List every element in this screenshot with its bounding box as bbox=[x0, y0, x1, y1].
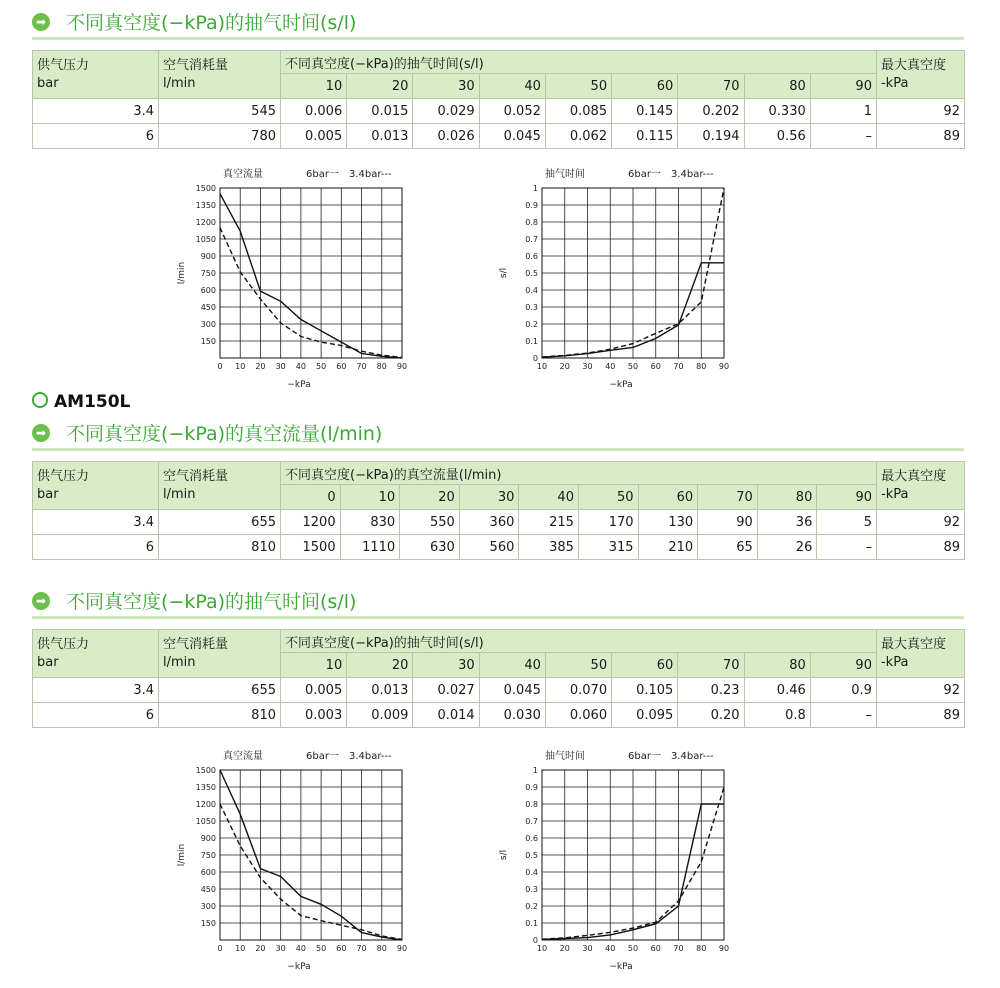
header-label: 供气压力 bbox=[37, 469, 90, 484]
cell-consumption: 810 bbox=[159, 535, 281, 560]
y-tick-label: 0.6 bbox=[525, 834, 538, 843]
x-tick-label: 50 bbox=[316, 944, 327, 953]
x-tick-label: 20 bbox=[255, 362, 266, 371]
cell-value: 0.202 bbox=[678, 99, 744, 124]
header-label: 供气压力 bbox=[37, 58, 90, 73]
cell-value: 26 bbox=[757, 535, 817, 560]
header-vacuum-level: 30 bbox=[459, 485, 519, 510]
model-name: AM150L bbox=[54, 392, 131, 412]
x-axis-label: −kPa bbox=[287, 962, 311, 972]
y-tick-label: 1050 bbox=[195, 235, 216, 244]
y-tick-label: 0.5 bbox=[525, 269, 538, 278]
header-vacuum-level: 10 bbox=[281, 74, 347, 99]
y-tick-label: 1350 bbox=[195, 783, 216, 792]
cell-value: 0.23 bbox=[678, 678, 744, 703]
cell-value: 5 bbox=[817, 510, 877, 535]
header-unit: bar bbox=[37, 655, 59, 670]
x-tick-label: 60 bbox=[650, 944, 661, 953]
x-axis-label: −kPa bbox=[609, 380, 633, 390]
cell-value: 0.045 bbox=[479, 124, 545, 149]
cell-value: 315 bbox=[578, 535, 638, 560]
header-vacuum-level: 60 bbox=[612, 653, 678, 678]
evacuation-time-chart bbox=[492, 166, 732, 396]
cell-value: 0.8 bbox=[744, 703, 810, 728]
cell-value: 90 bbox=[698, 510, 758, 535]
section-header-2 bbox=[32, 415, 964, 451]
x-tick-label: 80 bbox=[376, 944, 387, 953]
cell-value: 0.194 bbox=[678, 124, 744, 149]
header-unit: l/min bbox=[163, 76, 196, 91]
section-divider bbox=[32, 448, 964, 451]
cell-max-vacuum: 89 bbox=[876, 124, 964, 149]
chart-title: 抽气时间 bbox=[545, 751, 585, 762]
cell-value: 0.015 bbox=[347, 99, 413, 124]
section-header-3 bbox=[32, 583, 964, 619]
table-row bbox=[33, 678, 965, 703]
cell-value: 830 bbox=[340, 510, 400, 535]
y-tick-label: 0.9 bbox=[525, 783, 538, 792]
cell-value: 1500 bbox=[281, 535, 341, 560]
header-air-consumption bbox=[159, 630, 281, 678]
cell-value: 36 bbox=[757, 510, 817, 535]
cell-value: 130 bbox=[638, 510, 698, 535]
table-header-row bbox=[33, 630, 965, 653]
cell-value: 0.070 bbox=[545, 678, 611, 703]
header-vacuum-level: 80 bbox=[757, 485, 817, 510]
y-tick-label: 0.8 bbox=[525, 800, 538, 809]
x-tick-label: 20 bbox=[559, 362, 570, 371]
header-vacuum-level: 80 bbox=[744, 653, 810, 678]
header-vacuum-level: 0 bbox=[281, 485, 341, 510]
cell-value: – bbox=[810, 703, 876, 728]
section-title: 不同真空度(−kPa)的抽气时间(s/l) bbox=[66, 12, 357, 34]
x-tick-label: 40 bbox=[605, 362, 616, 371]
x-tick-label: 20 bbox=[255, 944, 266, 953]
chart-grid bbox=[220, 188, 402, 358]
cell-consumption: 655 bbox=[159, 510, 281, 535]
header-vacuum-level: 30 bbox=[413, 74, 479, 99]
series-line-34bar bbox=[220, 228, 402, 358]
y-tick-label: 0.1 bbox=[525, 919, 538, 928]
header-unit: -kPa bbox=[880, 76, 909, 91]
x-tick-label: 20 bbox=[559, 944, 570, 953]
header-vacuum-level: 40 bbox=[479, 653, 545, 678]
cell-value: 1110 bbox=[340, 535, 400, 560]
section-title: 不同真空度(−kPa)的真空流量(l/min) bbox=[66, 423, 383, 445]
y-axis-label: l/min bbox=[177, 261, 187, 285]
header-vacuum-level: 10 bbox=[281, 653, 347, 678]
vacuum-flow-chart bbox=[170, 166, 410, 396]
x-tick-label: 30 bbox=[275, 944, 286, 953]
y-tick-label: 0.7 bbox=[525, 817, 538, 826]
x-tick-label: 70 bbox=[673, 944, 684, 953]
cell-pressure: 3.4 bbox=[33, 99, 159, 124]
cell-pressure: 6 bbox=[33, 703, 159, 728]
chart-svg bbox=[170, 748, 410, 978]
cell-value: 0.013 bbox=[347, 678, 413, 703]
section-header-1 bbox=[32, 4, 964, 40]
table-row bbox=[33, 703, 965, 728]
x-tick-label: 10 bbox=[536, 362, 548, 371]
y-axis-label: s/l bbox=[499, 849, 509, 861]
cell-max-vacuum: 92 bbox=[876, 678, 964, 703]
header-vacuum-level: 20 bbox=[347, 74, 413, 99]
cell-value: 550 bbox=[400, 510, 460, 535]
cell-value: 0.9 bbox=[810, 678, 876, 703]
header-air-consumption bbox=[159, 51, 281, 99]
cell-value: 0.46 bbox=[744, 678, 810, 703]
vacuum-flow-chart bbox=[170, 748, 410, 978]
x-tick-label: 60 bbox=[650, 362, 661, 371]
y-tick-label: 1200 bbox=[195, 218, 216, 227]
x-tick-label: 0 bbox=[217, 944, 223, 953]
y-tick-label: 1 bbox=[532, 766, 538, 775]
x-tick-label: 90 bbox=[396, 362, 408, 371]
y-tick-label: 300 bbox=[200, 320, 216, 329]
header-vacuum-level: 90 bbox=[817, 485, 877, 510]
header-vacuum-level: 80 bbox=[744, 74, 810, 99]
cell-value: 385 bbox=[519, 535, 579, 560]
cell-value: 0.030 bbox=[479, 703, 545, 728]
header-vacuum-level: 70 bbox=[698, 485, 758, 510]
cell-value: 0.56 bbox=[744, 124, 810, 149]
arrow-right-circle-icon: ➡ bbox=[32, 424, 50, 442]
x-tick-label: 10 bbox=[536, 944, 548, 953]
cell-value: 0.013 bbox=[347, 124, 413, 149]
x-tick-label: 10 bbox=[235, 944, 246, 953]
cell-value: 0.115 bbox=[612, 124, 678, 149]
x-tick-label: 70 bbox=[356, 362, 367, 371]
y-tick-label: 300 bbox=[200, 902, 216, 911]
header-vacuum-level: 70 bbox=[678, 74, 744, 99]
y-axis-label: l/min bbox=[177, 843, 187, 867]
header-label: 空气消耗量 bbox=[163, 58, 229, 73]
section-divider bbox=[32, 37, 964, 40]
header-group: 不同真空度(−kPa)的真空流量(l/min) bbox=[281, 462, 877, 485]
chart-title: 真空流量 bbox=[223, 169, 263, 180]
y-tick-label: 450 bbox=[200, 885, 216, 894]
evacuation-time-chart bbox=[492, 748, 732, 978]
y-tick-label: 0.6 bbox=[525, 252, 538, 261]
x-axis-label: −kPa bbox=[287, 380, 311, 390]
header-label: 空气消耗量 bbox=[163, 469, 229, 484]
header-label: 最大真空度 bbox=[880, 637, 946, 652]
x-tick-label: 90 bbox=[718, 362, 730, 371]
x-tick-label: 80 bbox=[696, 944, 707, 953]
cell-value: 0.060 bbox=[545, 703, 611, 728]
chart-svg bbox=[492, 748, 732, 978]
chart-svg bbox=[492, 166, 732, 396]
cell-value: 0.005 bbox=[281, 124, 347, 149]
y-tick-label: 0.8 bbox=[525, 218, 538, 227]
cell-pressure: 3.4 bbox=[33, 678, 159, 703]
table-row bbox=[33, 99, 965, 124]
y-tick-label: 1200 bbox=[195, 800, 216, 809]
header-label: 供气压力 bbox=[37, 637, 90, 652]
header-max-vacuum bbox=[877, 462, 965, 510]
x-tick-label: 40 bbox=[295, 944, 306, 953]
chart-grid bbox=[542, 770, 724, 940]
y-tick-label: 1350 bbox=[195, 201, 216, 210]
cell-value: 0.045 bbox=[479, 678, 545, 703]
y-tick-label: 750 bbox=[200, 851, 216, 860]
y-axis-label: s/l bbox=[499, 267, 509, 279]
y-tick-label: 0.3 bbox=[525, 885, 538, 894]
header-vacuum-level: 40 bbox=[519, 485, 579, 510]
chart-title: 抽气时间 bbox=[545, 169, 585, 180]
y-tick-label: 150 bbox=[200, 919, 216, 928]
cell-value: 1200 bbox=[281, 510, 341, 535]
header-vacuum-level: 50 bbox=[545, 653, 611, 678]
header-unit: -kPa bbox=[880, 655, 909, 670]
chart-grid bbox=[220, 770, 402, 940]
x-tick-label: 80 bbox=[696, 362, 707, 371]
cell-max-vacuum: 89 bbox=[876, 703, 964, 728]
cell-value: 0.095 bbox=[612, 703, 678, 728]
cell-value: 630 bbox=[400, 535, 460, 560]
y-tick-label: 0.4 bbox=[525, 286, 538, 295]
header-vacuum-level: 90 bbox=[810, 653, 876, 678]
header-supply-pressure bbox=[33, 462, 159, 510]
chart-legend: 6bar一 3.4bar--- bbox=[306, 751, 392, 762]
cell-value: 210 bbox=[638, 535, 698, 560]
cell-value: 0.009 bbox=[347, 703, 413, 728]
cell-value: 0.105 bbox=[612, 678, 678, 703]
cell-value: – bbox=[817, 535, 877, 560]
chart-svg bbox=[170, 166, 410, 396]
model-label bbox=[32, 392, 130, 412]
table-header-row bbox=[33, 462, 965, 485]
header-group: 不同真空度(−kPa)的抽气时间(s/l) bbox=[281, 630, 877, 653]
cell-value: 0.014 bbox=[413, 703, 479, 728]
section-title: 不同真空度(−kPa)的抽气时间(s/l) bbox=[66, 591, 357, 613]
table-row bbox=[33, 535, 965, 560]
x-tick-label: 50 bbox=[627, 944, 639, 953]
section-divider bbox=[32, 616, 964, 619]
cell-value: 1 bbox=[810, 99, 876, 124]
header-vacuum-level: 50 bbox=[545, 74, 611, 99]
y-tick-label: 900 bbox=[200, 252, 216, 261]
header-vacuum-level: 90 bbox=[810, 74, 876, 99]
cell-max-vacuum: 89 bbox=[877, 535, 965, 560]
chart-legend: 6bar一 3.4bar--- bbox=[306, 169, 392, 180]
y-tick-label: 0.5 bbox=[525, 851, 538, 860]
cell-value: – bbox=[810, 124, 876, 149]
cell-value: 0.029 bbox=[413, 99, 479, 124]
cell-value: 0.003 bbox=[281, 703, 347, 728]
chart-legend: 6bar一 3.4bar--- bbox=[628, 169, 714, 180]
chart-legend: 6bar一 3.4bar--- bbox=[628, 751, 714, 762]
x-tick-label: 70 bbox=[673, 362, 684, 371]
header-supply-pressure bbox=[33, 630, 159, 678]
header-label: 最大真空度 bbox=[880, 58, 946, 73]
y-tick-label: 1500 bbox=[195, 184, 216, 193]
x-tick-label: 30 bbox=[582, 944, 593, 953]
y-tick-label: 0.1 bbox=[525, 337, 538, 346]
x-tick-label: 80 bbox=[376, 362, 387, 371]
x-tick-label: 30 bbox=[582, 362, 593, 371]
header-vacuum-level: 10 bbox=[340, 485, 400, 510]
x-tick-label: 0 bbox=[217, 362, 223, 371]
cell-pressure: 6 bbox=[33, 535, 159, 560]
y-tick-label: 0.9 bbox=[525, 201, 538, 210]
cell-value: 0.145 bbox=[612, 99, 678, 124]
table-row bbox=[33, 510, 965, 535]
header-label: 最大真空度 bbox=[881, 469, 947, 484]
header-vacuum-level: 70 bbox=[678, 653, 744, 678]
header-vacuum-level: 20 bbox=[400, 485, 460, 510]
cell-value: 0.062 bbox=[545, 124, 611, 149]
y-tick-label: 0.2 bbox=[525, 902, 538, 911]
cell-value: 0.026 bbox=[413, 124, 479, 149]
spec-table-2 bbox=[32, 461, 965, 560]
x-tick-label: 40 bbox=[605, 944, 616, 953]
y-tick-label: 150 bbox=[200, 337, 216, 346]
cell-consumption: 655 bbox=[159, 678, 281, 703]
series-line-6bar bbox=[220, 194, 402, 358]
cell-consumption: 545 bbox=[159, 99, 281, 124]
header-vacuum-level: 60 bbox=[638, 485, 698, 510]
y-tick-label: 900 bbox=[200, 834, 216, 843]
header-supply-pressure bbox=[33, 51, 159, 99]
cell-consumption: 810 bbox=[159, 703, 281, 728]
y-tick-label: 750 bbox=[200, 269, 216, 278]
cell-value: 170 bbox=[578, 510, 638, 535]
spec-table-3 bbox=[32, 629, 965, 728]
y-tick-label: 0.7 bbox=[525, 235, 538, 244]
cell-value: 360 bbox=[459, 510, 519, 535]
cell-value: 0.330 bbox=[744, 99, 810, 124]
cell-value: 65 bbox=[698, 535, 758, 560]
table-header-row bbox=[33, 51, 965, 74]
cell-value: 0.085 bbox=[545, 99, 611, 124]
header-group: 不同真空度(−kPa)的抽气时间(s/l) bbox=[281, 51, 877, 74]
y-tick-label: 1 bbox=[532, 184, 538, 193]
x-tick-label: 60 bbox=[336, 944, 347, 953]
x-tick-label: 50 bbox=[316, 362, 327, 371]
cell-consumption: 780 bbox=[159, 124, 281, 149]
header-vacuum-level: 20 bbox=[347, 653, 413, 678]
y-tick-label: 0 bbox=[532, 936, 538, 945]
cell-value: 0.027 bbox=[413, 678, 479, 703]
cell-pressure: 6 bbox=[33, 124, 159, 149]
x-tick-label: 60 bbox=[336, 362, 347, 371]
x-tick-label: 90 bbox=[396, 944, 408, 953]
y-tick-label: 0.2 bbox=[525, 320, 538, 329]
x-tick-label: 70 bbox=[356, 944, 367, 953]
header-unit: bar bbox=[37, 487, 59, 502]
header-vacuum-level: 50 bbox=[578, 485, 638, 510]
x-tick-label: 10 bbox=[235, 362, 246, 371]
cell-value: 560 bbox=[459, 535, 519, 560]
cell-max-vacuum: 92 bbox=[876, 99, 964, 124]
cell-pressure: 3.4 bbox=[33, 510, 159, 535]
header-air-consumption bbox=[159, 462, 281, 510]
x-tick-label: 90 bbox=[718, 944, 730, 953]
table-row bbox=[33, 124, 965, 149]
header-unit: l/min bbox=[163, 487, 196, 502]
header-vacuum-level: 40 bbox=[479, 74, 545, 99]
arrow-right-circle-icon: ➡ bbox=[32, 592, 50, 610]
y-tick-label: 0.4 bbox=[525, 868, 538, 877]
x-tick-label: 30 bbox=[275, 362, 286, 371]
cell-value: 215 bbox=[519, 510, 579, 535]
y-tick-label: 450 bbox=[200, 303, 216, 312]
header-vacuum-level: 30 bbox=[413, 653, 479, 678]
y-tick-label: 0.3 bbox=[525, 303, 538, 312]
header-label: 空气消耗量 bbox=[163, 637, 229, 652]
chart-title: 真空流量 bbox=[223, 751, 263, 762]
header-max-vacuum bbox=[876, 630, 964, 678]
chart-grid bbox=[542, 188, 724, 358]
y-tick-label: 0 bbox=[532, 354, 538, 363]
y-tick-label: 1050 bbox=[195, 817, 216, 826]
y-tick-label: 1500 bbox=[195, 766, 216, 775]
y-tick-label: 600 bbox=[200, 868, 216, 877]
header-unit: -kPa bbox=[881, 487, 909, 502]
cell-value: 0.052 bbox=[479, 99, 545, 124]
cell-value: 0.006 bbox=[281, 99, 347, 124]
x-axis-label: −kPa bbox=[609, 962, 633, 972]
arrow-right-circle-icon: ➡ bbox=[32, 13, 50, 31]
header-unit: bar bbox=[37, 76, 59, 91]
cell-value: 0.005 bbox=[281, 678, 347, 703]
header-unit: l/min bbox=[163, 655, 196, 670]
y-tick-label: 600 bbox=[200, 286, 216, 295]
x-tick-label: 40 bbox=[295, 362, 306, 371]
x-tick-label: 50 bbox=[627, 362, 639, 371]
header-vacuum-level: 60 bbox=[612, 74, 678, 99]
cell-max-vacuum: 92 bbox=[877, 510, 965, 535]
cell-value: 0.20 bbox=[678, 703, 744, 728]
spec-table-1 bbox=[32, 50, 965, 149]
header-max-vacuum bbox=[876, 51, 964, 99]
circle-icon bbox=[32, 392, 48, 408]
